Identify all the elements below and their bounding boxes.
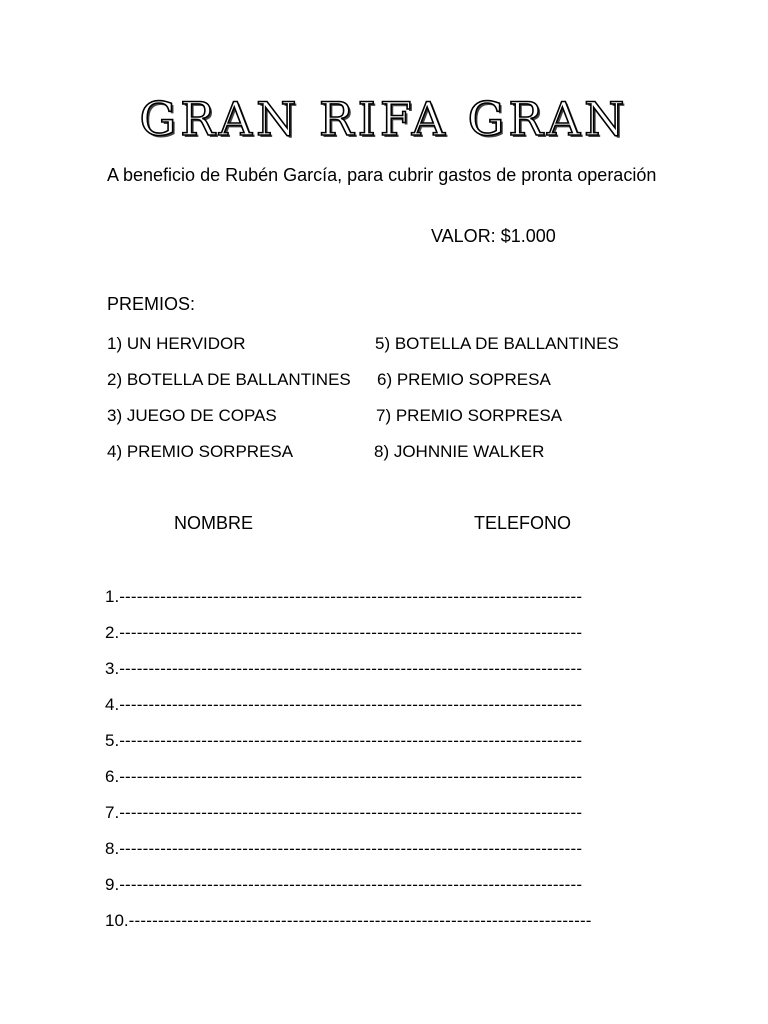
entry-line-4 — [105, 695, 661, 715]
entry-number: 10. — [105, 911, 129, 930]
entry-line-3 — [105, 659, 661, 679]
prize-item-3: 3) JUEGO DE COPAS — [107, 406, 277, 425]
entry-number: 9. — [105, 875, 120, 894]
phone-column-header: TELEFONO — [474, 513, 572, 533]
prize-item-4: 4) PREMIO SORPRESA — [107, 442, 294, 461]
prizes-heading: PREMIOS: — [107, 294, 196, 314]
entry-number: 2. — [105, 623, 120, 642]
entry-line-6 — [105, 767, 661, 787]
ticket-price: VALOR: $1.000 — [431, 226, 556, 246]
entry-line-7 — [105, 803, 661, 823]
entry-number: 7. — [105, 803, 120, 822]
entry-dashes: ------------------------------------------------------------------------------- — [119, 695, 583, 714]
entry-line-9 — [105, 875, 661, 895]
entry-number: 3. — [105, 659, 120, 678]
entry-dashes: ------------------------------------------------------------------------------- — [119, 623, 583, 642]
entry-line-8 — [105, 839, 661, 859]
prize-item-5: 5) BOTELLA DE BALLANTINES — [375, 334, 619, 353]
entry-number: 1. — [105, 587, 120, 606]
prize-item-8: 8) JOHNNIE WALKER — [374, 442, 545, 461]
entry-dashes: ------------------------------------------------------------------------------- — [119, 587, 583, 606]
prize-item-6: 6) PREMIO SOPRESA — [377, 370, 551, 389]
intro-text: A beneficio de Rubén García, para cubrir gastos de pronta operación — [107, 165, 657, 185]
name-column-header: NOMBRE — [174, 513, 254, 533]
entry-dashes: ------------------------------------------------------------------------------- — [119, 659, 583, 678]
entry-line-10 — [105, 911, 661, 931]
entry-dashes: ------------------------------------------------------------------------------- — [119, 767, 583, 786]
entry-number: 8. — [105, 839, 120, 858]
entry-dashes: ------------------------------------------------------------------------------- — [119, 839, 583, 858]
entry-number: 6. — [105, 767, 120, 786]
entry-line-5 — [105, 731, 661, 751]
entry-dashes: ------------------------------------------------------------------------------- — [119, 803, 583, 822]
entry-line-2 — [105, 623, 661, 643]
entry-number: 4. — [105, 695, 120, 714]
prize-item-7: 7) PREMIO SORPRESA — [376, 406, 563, 425]
prize-item-2: 2) BOTELLA DE BALLANTINES — [107, 370, 351, 389]
entry-dashes: ------------------------------------------------------------------------------- — [119, 731, 583, 750]
entry-line-1 — [105, 587, 661, 607]
prize-item-1: 1) UN HERVIDOR — [107, 334, 246, 353]
entry-dashes: ------------------------------------------------------------------------------- — [119, 875, 583, 894]
entry-dashes: ------------------------------------------------------------------------------- — [128, 911, 592, 930]
page-title: GRAN RIFA GRAN — [139, 92, 629, 146]
entry-number: 5. — [105, 731, 120, 750]
